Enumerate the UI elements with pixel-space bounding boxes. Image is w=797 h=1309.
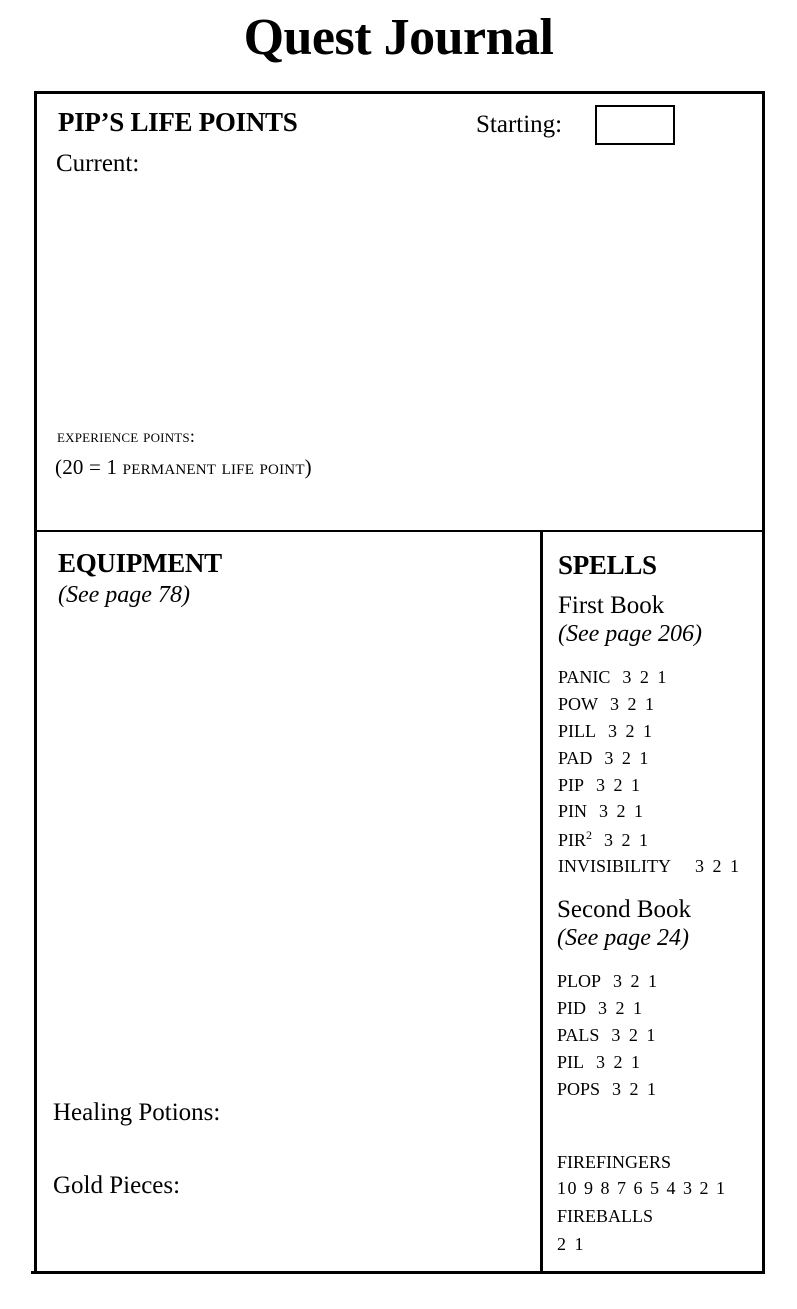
spell-row [557,1079,658,1100]
gold-pieces-label: Gold Pieces: [53,1172,181,1199]
current-label: Current: [56,150,140,177]
experience-note: (20 = 1 permanent life point) [55,455,312,479]
first-book-page-ref: (See page 206) [558,621,702,647]
spell-charges[interactable]: 3 2 1 [598,998,645,1018]
spell-charges[interactable]: 3 2 1 [612,1079,659,1099]
frame-right [762,91,765,1274]
spell-charges[interactable]: 3 2 1 [604,748,651,768]
superscript: 2 [586,828,593,842]
spell-charges[interactable]: 3 2 1 [613,971,660,991]
life-points-heading: PIP’S LIFE POINTS [58,107,298,137]
spell-charges[interactable]: 3 2 1 [596,1052,642,1072]
spell-name: PANIC [558,667,611,687]
spell-name: PALS [557,1025,600,1045]
spell-row [558,828,650,851]
spell-charges[interactable]: 3 2 1 [608,721,654,741]
spell-name: POPS [557,1079,601,1099]
spell-row [558,856,741,877]
spell-row [557,1025,657,1046]
spell-row [557,998,644,1019]
spell-row [558,721,654,742]
spell-charges[interactable]: 3 2 1 [611,1025,658,1045]
spell-name: PIN [558,801,588,821]
equipment-page-ref: (See page 78) [58,582,190,608]
frame-top [34,91,765,94]
firefingers-charges[interactable]: 10 9 8 7 6 5 4 3 2 1 [557,1178,727,1198]
spell-charges[interactable]: 3 2 1 [622,667,669,687]
spell-charges[interactable]: 3 2 1 [610,694,656,714]
starting-label: Starting: [476,111,563,138]
spell-name: PILL [558,721,596,741]
spell-name: PAD [558,748,593,768]
spells-heading: SPELLS [558,550,657,580]
spell-charges[interactable]: 3 2 1 [694,856,741,876]
equipment-heading: EQUIPMENT [58,548,222,578]
spell-row [558,667,668,688]
spell-row [558,694,656,715]
spell-name: INVISIBILITY [558,856,671,876]
spell-name: PIL [557,1052,584,1072]
fireballs-label: FIREBALLS [557,1206,654,1226]
spell-row [558,801,645,822]
spell-charges[interactable]: 3 2 1 [604,830,651,850]
frame-bottom [31,1271,765,1274]
spell-row [558,775,642,796]
starting-life-box[interactable] [595,105,675,145]
spell-charges[interactable]: 3 2 1 [599,801,646,821]
spell-row [557,971,659,992]
divider-vertical [540,530,543,1274]
healing-potions-label: Healing Potions: [53,1099,221,1126]
frame-left [34,91,37,1274]
second-book-title: Second Book [557,896,692,923]
first-book-title: First Book [558,592,665,619]
spell-name: PIR$^2$ [558,828,593,850]
spell-name: PID [557,998,587,1018]
spell-row [557,1052,642,1073]
spell-name: POW [558,694,598,714]
divider-horizontal [34,530,765,532]
page-title: Quest Journal [243,9,554,66]
second-book-page-ref: (See page 24) [557,925,689,951]
fireballs-charges[interactable]: 2 1 [557,1234,586,1254]
firefingers-label: FIREFINGERS [557,1152,672,1172]
spell-row [558,748,650,769]
experience-points-label: experience points: [57,426,196,446]
spell-charges[interactable]: 3 2 1 [596,775,643,795]
spell-name: PLOP [557,971,602,991]
spell-name: PIP [558,775,585,795]
